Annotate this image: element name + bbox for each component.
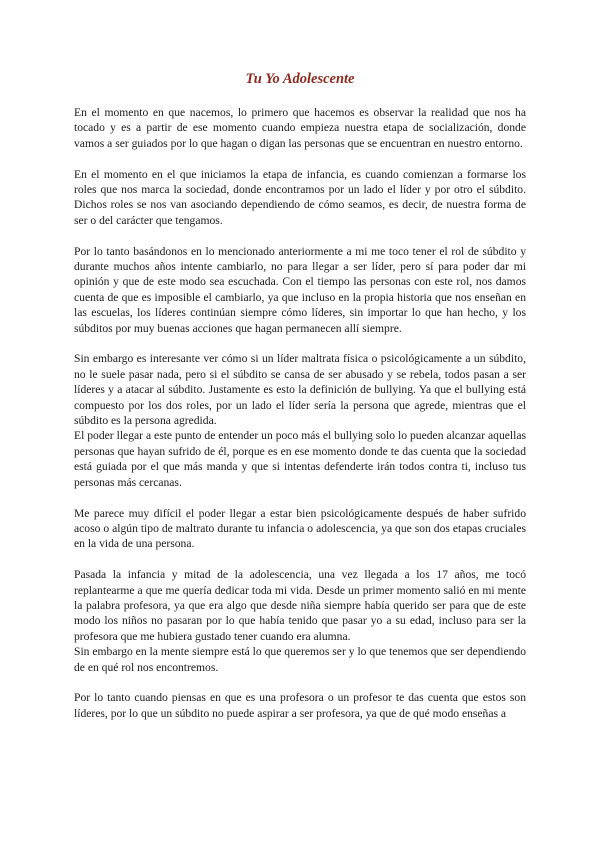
paragraph-8: Sin embargo en la mente siempre está lo que queremos ser y lo que tenemos que ser dependiendo de en qué rol nos encontremos. xyxy=(74,645,526,674)
paragraph-1: En el momento en que nacemos, lo primero que hacemos es observar la realidad que nos ha tocado y es a partir de ese momento cuando empieza nuestra etapa de socialización, donde vamos a ser guiados por lo que hagan o digan las personas que se encuentran en nuestro entorno. xyxy=(74,106,526,150)
paragraph-4: Sin embargo es interesante ver cómo si un líder maltrata física o psicológicamente a un súbdito, no le suele pasar nada, pero si el súbdito se cansa de ser abusado y se rebela, todos pasan a ser líderes y a atacar al súbdito. Justamente es esto la definición de bullying. Ya que el bullying está compuesto por los dos roles, por un lado el líder sería la persona que agrede, mientras que el súbdito es la persona agredida. xyxy=(74,352,526,428)
paragraph-5: El poder llegar a este punto de entender un poco más el bullying solo lo pueden alcanzar aquellas personas que hayan sufrido de él, porque es en ese momento donde te das cuenta que la sociedad está guiada por el que más manda y que si intentas defenderte irán todos contra ti, incluso tus personas más cercanas. xyxy=(74,429,526,489)
paragraph-3: Por lo tanto basándonos en lo mencionado anteriormente a mi me toco tener el rol de súbdito y durante muchos años intente cambiarlo, no para llegar a ser líder, pero sí para poder dar mi opinión y que de este modo sea escuchada. Con el tiempo las personas con este rol, nos damos cuenta de que es imposible el cambiarlo, ya que incluso en la propia historia que nos enseñan en las escuelas, los líderes continúan siempre cómo líderes, sin importar lo que han hecho, y los súbditos por muy buenas acciones que hagan permanecen allí siempre. xyxy=(74,244,526,335)
paragraph-9: Por lo tanto cuando piensas en que es una profesora o un profesor te das cuenta que estos son líderes, por lo que un súbdito no puede aspirar a ser profesora, ya que de qué modo enseñas a xyxy=(74,691,526,720)
document-title: Tu Yo Adolescente xyxy=(245,71,355,87)
paragraph-6: Me parece muy difícil el poder llegar a estar bien psicológicamente después de haber sufrido acoso o algún tipo de maltrato durante tu infancia o adolescencia, ya que son dos etapas cruciales en la vida de una persona. xyxy=(74,506,526,551)
paragraph-7: Pasada la infancia y mitad de la adolescencia, una vez llegada a los 17 años, me tocó replantearme a que me quería dedicar toda mi vida. Desde un primer momento salió en mi mente la palabra profesora, ya que era algo que desde niña siempre había querido ser para que de este modo los niños no pasaran por lo que había tenido que pasar yo a su edad, incluso para ser la profesora que me hubiera gustado tener cuando era alumna. xyxy=(74,568,526,643)
document-page xyxy=(74,70,526,721)
paragraph-2: En el momento en el que iniciamos la etapa de infancia, es cuando comienzan a formarse los roles que nos marca la sociedad, donde encontramos por un lado el líder y por otro el súbdito. Dichos roles se nos van asociando dependiendo de cómo seamos, es decir, de nuestra forma de ser o del carácter que tengamos. xyxy=(74,167,526,227)
